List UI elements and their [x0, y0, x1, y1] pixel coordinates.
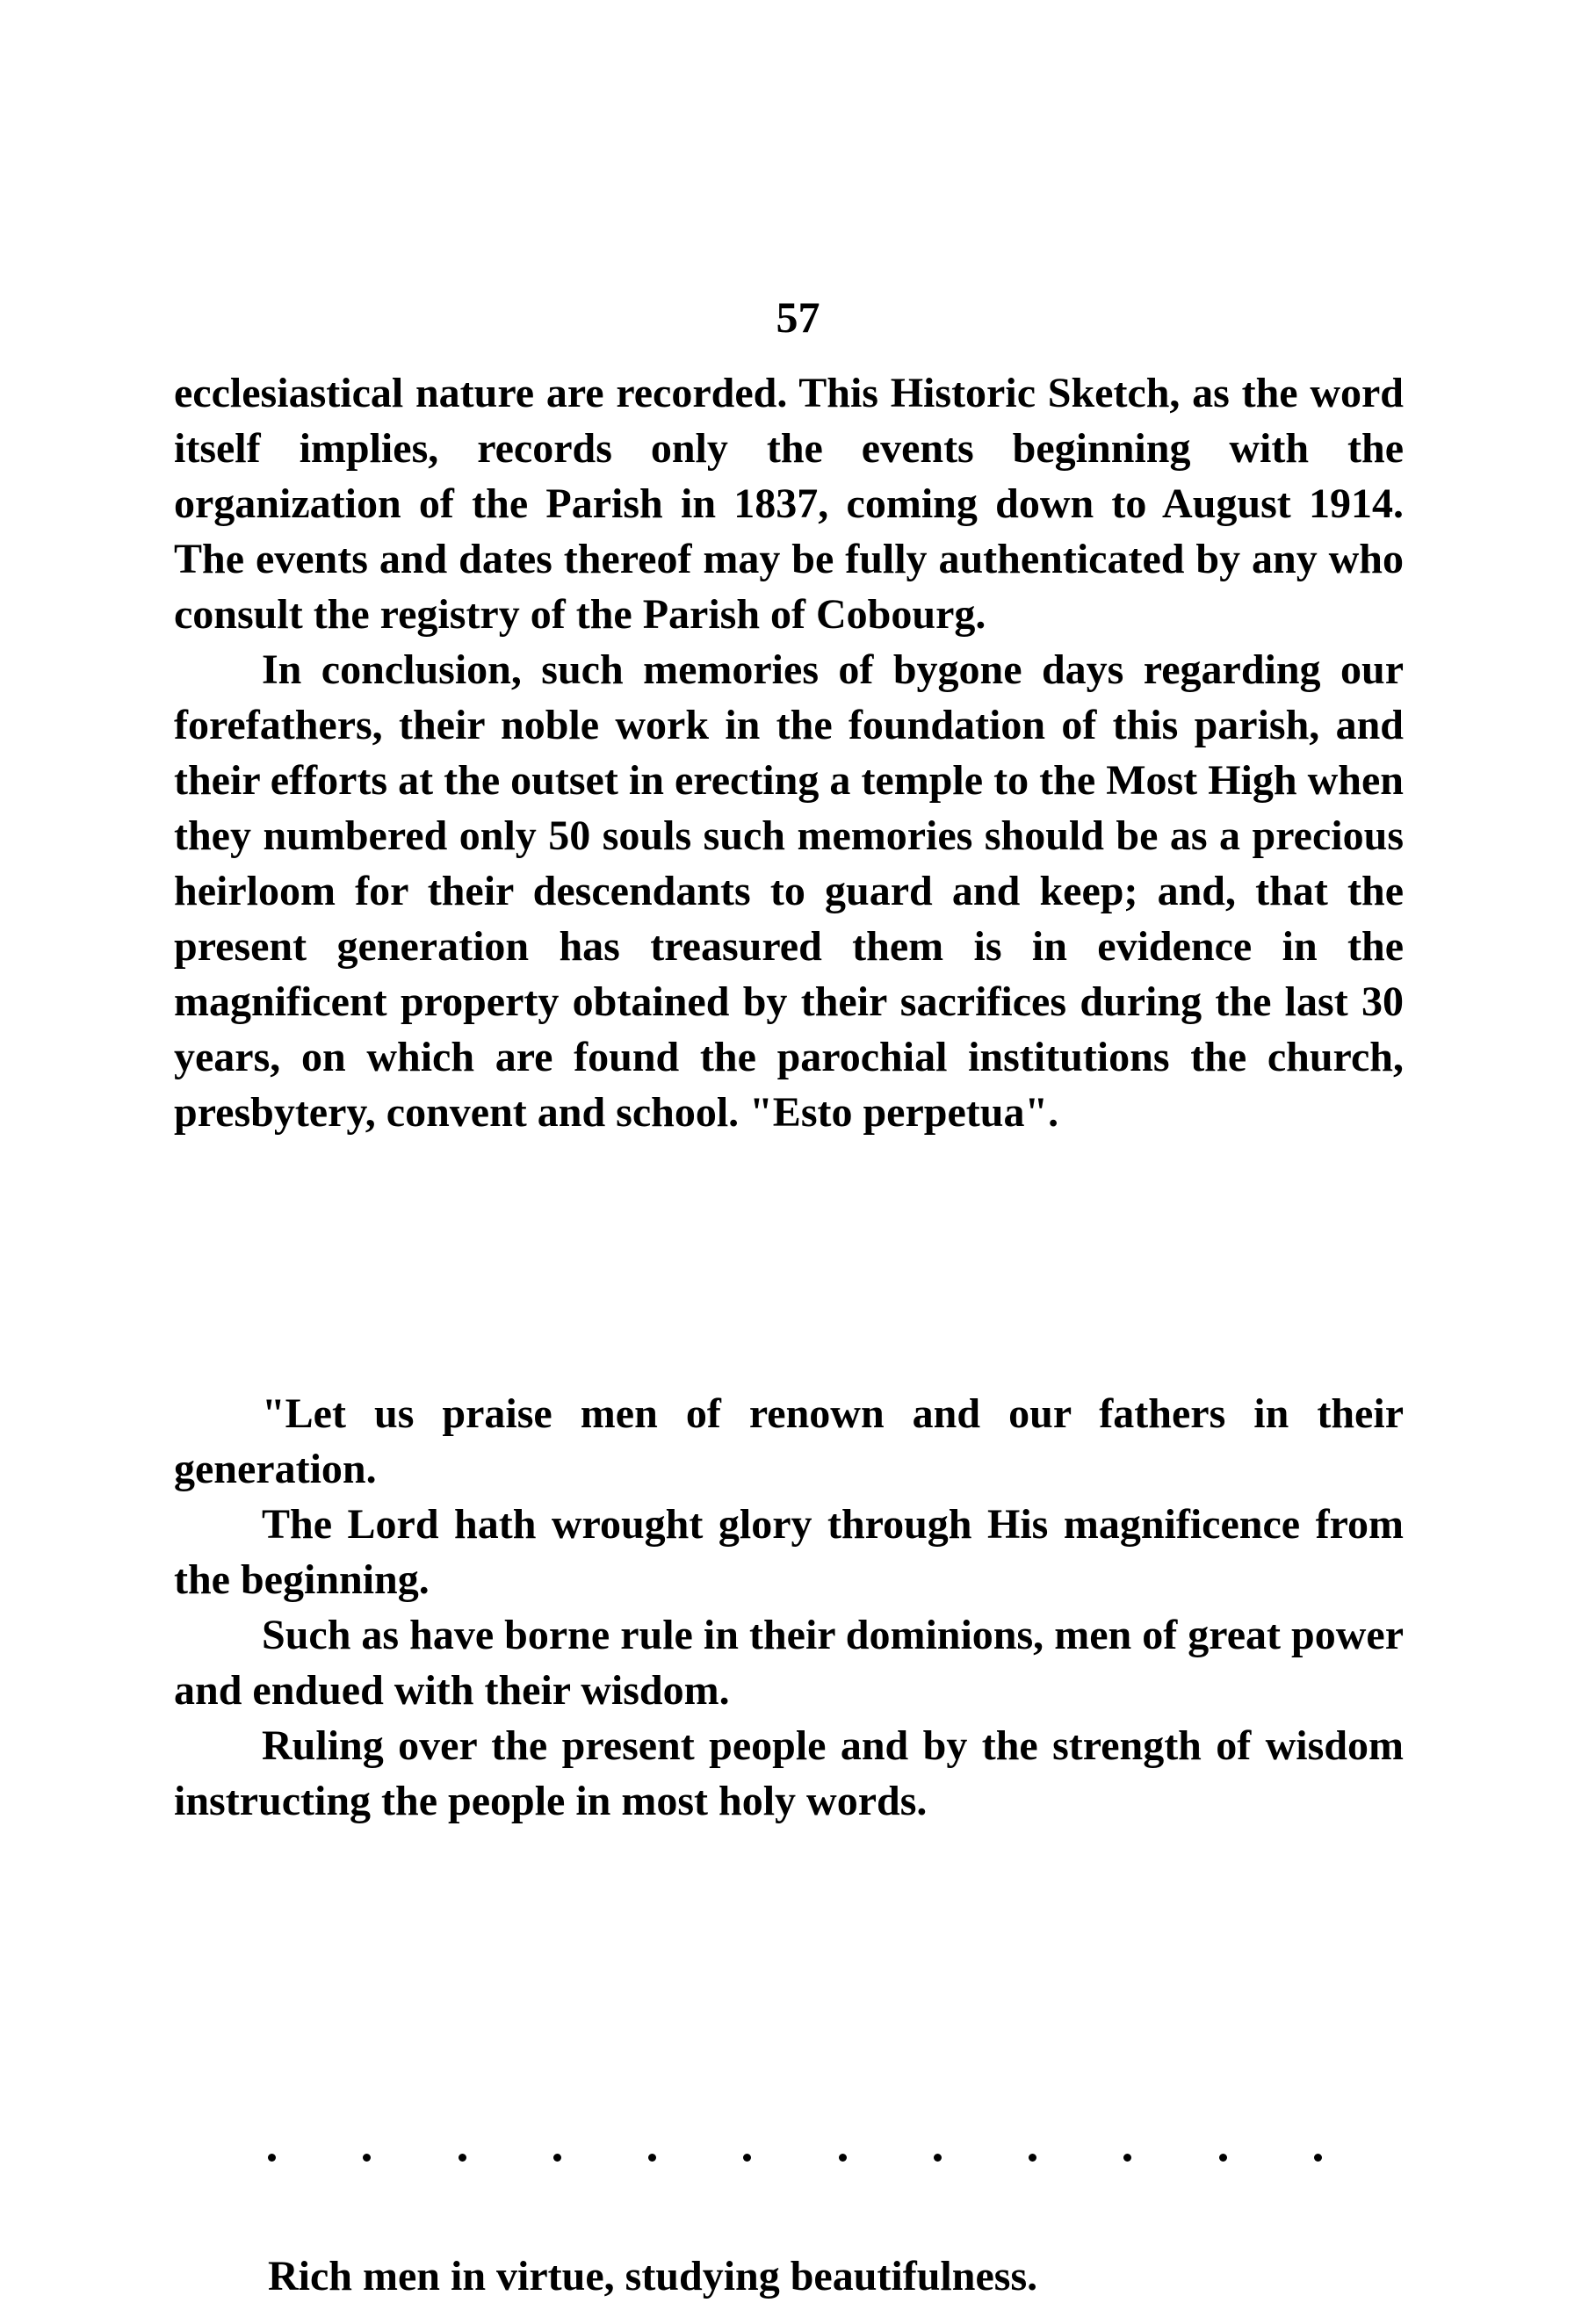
- ellipsis-dot: [1123, 2154, 1131, 2162]
- historic-sketch-text: [174, 365, 1404, 1140]
- quote-paragraph-renown: "Let us praise men of renown and our fathers in their generation.: [174, 1390, 1404, 1492]
- scripture-quotation: [174, 1386, 1404, 1829]
- ellipsis-dot: [363, 2154, 371, 2162]
- ellipsis-dot: [934, 2154, 942, 2162]
- ellipsis-dot: [1029, 2154, 1036, 2162]
- ellipsis-dots: [268, 2154, 1322, 2162]
- ellipsis-dot: [1219, 2154, 1227, 2162]
- page-number: 57: [776, 292, 820, 342]
- ellipsis-dot: [553, 2154, 561, 2162]
- ellipsis-dot: [648, 2154, 656, 2162]
- quote-paragraph-glory: The Lord hath wrought glory through His magnificence from the beginning.: [174, 1501, 1404, 1603]
- paragraph-conclusion: In conclusion, such memories of bygone days regarding our forefathers, their noble work in the foundation of this parish, and their efforts at the outset in erecting a temple to the Most High when they numbered only 50 souls such memories should be as a precious heirloom for their descendants to guard and keep; and, that the present generation has treasured them is in evidence in the magnificent property obtained by their sacrifices during the last 30 years, on which are found the parochial institutions the church, presbytery, convent and school. "Esto perpetua".: [174, 646, 1404, 1136]
- ellipsis-dot: [268, 2154, 276, 2162]
- ellipsis-dot: [1314, 2154, 1322, 2162]
- paragraph-sketch-continuation: ecclesiastical nature are recorded. This Historic Sketch, as the word itself implies, records only the events beginning with the organization of the Parish in 1837, coming down to August 1914. The events and dates thereof may be fully authenticated by any who consult the registry of the Parish of Cobourg.: [174, 370, 1404, 638]
- quote-paragraph-rule: Such as have borne rule in their dominions, men of great power and endued with their wisdom.: [174, 1612, 1404, 1714]
- ellipsis-dot: [743, 2154, 751, 2162]
- ellipsis-dot: [459, 2154, 466, 2162]
- ellipsis-dot: [839, 2154, 847, 2162]
- quote-paragraph-wisdom: Ruling over the present people and by the strength of wisdom instructing the people in most holy words.: [174, 1722, 1404, 1824]
- quote-final-line: Rich men in virtue, studying beautifulness.: [268, 2253, 1038, 2299]
